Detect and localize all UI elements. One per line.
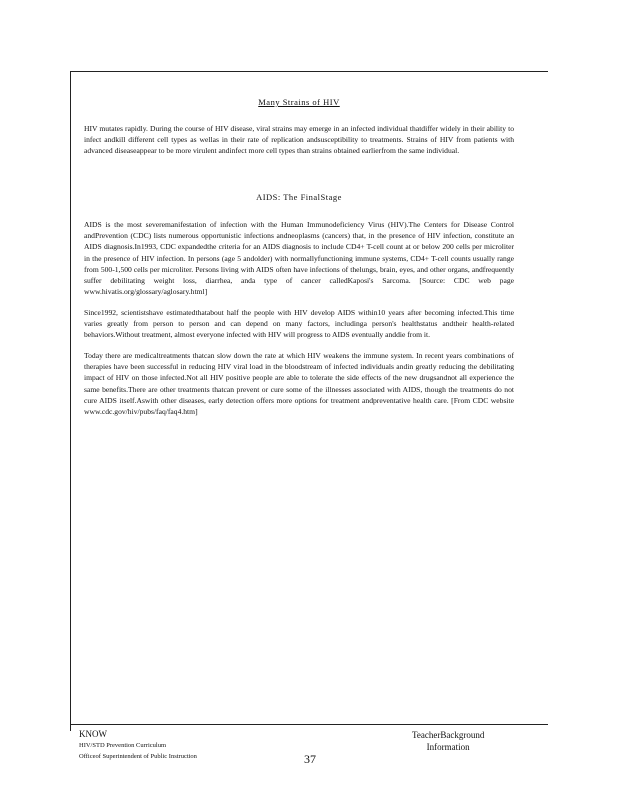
page-frame-left-rule (70, 71, 71, 731)
footer-rule (70, 724, 548, 725)
footer-teacher-background: TeacherBackground (412, 730, 485, 740)
heading-many-strains: Many Strains of HIV (258, 97, 340, 107)
paragraph-progression: Since1992, scientistshave estimatedthatabout half the people with HIV develop AIDS within10 years after becoming infected.This time varies greatly from person to person and can depend on many factors, includinga person's healthstatus andtheir health-related behaviors.Without treatment, almost everyone infected with HIV will progress to AIDS eventually anddie from it. (84, 307, 514, 340)
page-body (84, 97, 514, 427)
heading-aids-final-stage: AIDS: The FinalStage (256, 192, 342, 203)
footer-information: Information (426, 742, 470, 752)
footer-office: Officeof Superintendent of Public Instruction (79, 753, 197, 760)
page-number: 37 (304, 752, 316, 766)
paragraph-aids-definition: AIDS is the most severemanifestation of infection with the Human Immunodeficiency Virus (HIV).The Centers for Disease Control andPrevention (CDC) lists numerous opportunistic infections andneoplasms (cancers) that, in the presence of HIV infection, constitute an AIDS diagnosis.In1993, CDC expandedthe criteria for an AIDS diagnosis to include CD4+ T-cell count at or below 200 cells per microliter in the presence of HIV infection. In persons (age 5 andolder) with normallyfunctioning immune systems, CD4+ T-cell counts usually range from 500-1,500 cells per microliter. Persons living with AIDS often have infections of thelungs, brain, eyes, and other organs, andfrequently suffer debilitating weight loss, diarrhea, anda type of cancer calledKaposi's Sarcoma. [Source: CDC web page www.hivatis.org/glossary/aglosary.html] (84, 220, 514, 296)
page-frame-top-rule (70, 71, 548, 72)
paragraph-strains: HIV mutates rapidly. During the course of HIV disease, viral strains may emerge in an infected individual thatdiffer widely in their ability to infect andkill different cell types as wellas in their rate of replication andsusceptibility to treatments. Strains of HIV from patients with advanced diseaseappear to be more virulent andinfect more cell types than strains obtained earlierfrom the same individual. (84, 124, 514, 156)
footer-know: KNOW (79, 729, 107, 739)
footer-curriculum: HIV/STD Prevention Curriculum (79, 742, 167, 749)
footer-right-block (412, 729, 484, 753)
footer-left-block (79, 729, 197, 762)
paragraph-treatments: Today there are medicaltreatments thatcan slow down the rate at which HIV weakens the immune system. In recent years combinations of therapies have been successful in reducing HIV viral load in the bloodstream of infected individuals andin greatly reducing the debilitating impact of HIV on those infected.Not all HIV positive people are able to tolerate the side effects of the new drugsandnot all experience the same benefits.There are other treatments thatcan prevent or cure some of the illnesses associated with AIDS, though the treatments do not cure AIDS itself.Aswith other diseases, early detection offers more options for treatment andpreventative health care. [From CDC website www.cdc.gov/hiv/pubs/faq/faq4.htm] (84, 351, 514, 416)
